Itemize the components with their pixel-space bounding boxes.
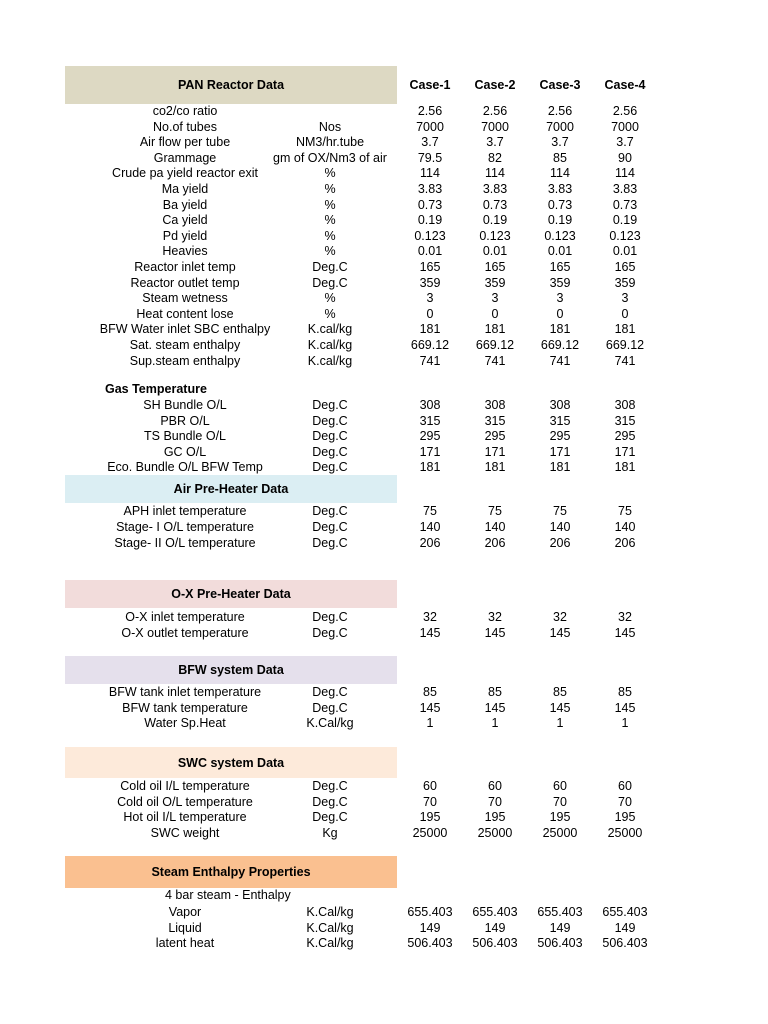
case-4-value: 60 [618, 779, 632, 793]
swc-system-header [65, 747, 397, 778]
case-3-value: 85 [553, 685, 567, 699]
case-1-value: 165 [419, 260, 441, 274]
row-label: PBR O/L [160, 413, 210, 428]
row-label: Heavies [162, 244, 208, 259]
row-label: Reactor outlet temp [130, 275, 240, 290]
case-4-value: 171 [614, 444, 636, 459]
row-unit: K.cal/kg [307, 353, 353, 368]
case-2-value: 171 [484, 444, 506, 459]
case-4-value: 359 [614, 275, 636, 290]
bfw-row [0, 700, 768, 716]
gas-row [0, 397, 768, 413]
case-4-value: 0 [621, 306, 629, 321]
case-3-value: 145 [549, 625, 571, 640]
row-label: Vapor [168, 905, 202, 919]
pan-row [0, 165, 768, 181]
case-3-value: 655.403 [537, 905, 583, 919]
pan-row [0, 259, 768, 275]
swc-row [0, 825, 768, 841]
case-1-value: 2.56 [417, 104, 443, 118]
case-2-value: 0.73 [482, 197, 508, 212]
case-4-value: 165 [614, 260, 636, 274]
case-1-value: 149 [419, 920, 441, 935]
row-unit: % [324, 213, 336, 228]
pan-row [0, 290, 768, 306]
case-3-value: 0.123 [544, 228, 576, 243]
case-1-value: 140 [419, 519, 441, 534]
pan-row [0, 321, 768, 337]
case-3-value: 7000 [546, 119, 574, 134]
row-label: Heat content lose [136, 306, 234, 321]
bfw-row [0, 715, 768, 731]
case-1-value: 0 [426, 306, 434, 321]
row-label: Air flow per tube [139, 135, 231, 150]
case-3-value: 60 [553, 779, 567, 793]
pan-row [0, 103, 768, 119]
case-3-value: 295 [549, 429, 571, 443]
case-1-value: 1 [426, 716, 434, 730]
air-preheater-header [65, 475, 397, 503]
case-4-value: 0.19 [612, 213, 638, 228]
row-unit: % [324, 228, 336, 243]
case-1-value: 25000 [412, 825, 448, 840]
air-row [0, 535, 768, 551]
case-3-value: 0.73 [547, 197, 573, 212]
row-label: Cold oil O/L temperature [117, 794, 253, 809]
row-unit: Deg.C [312, 700, 348, 715]
air-row [0, 503, 768, 519]
steam-enthalpy-title: Steam Enthalpy Properties [151, 865, 311, 879]
case-3-value: 70 [553, 794, 567, 809]
case-4-value: 90 [618, 150, 632, 165]
case-1-value: 181 [419, 460, 441, 474]
row-unit: K.cal/kg [307, 338, 353, 352]
pan-row [0, 150, 768, 166]
row-unit: Deg.C [312, 519, 348, 534]
row-label: O-X inlet temperature [125, 610, 245, 624]
case-4-value: 0.73 [612, 197, 638, 212]
row-label: Hot oil I/L temperature [123, 810, 247, 824]
case-1-value: 32 [423, 610, 437, 624]
case-1-value: 206 [419, 535, 441, 550]
row-unit: Deg.C [312, 535, 348, 550]
case-1-value: 3.7 [421, 135, 439, 150]
case-4-value: 669.12 [605, 338, 645, 352]
row-label: SWC weight [150, 825, 220, 840]
case-3-value: 315 [549, 413, 571, 428]
case-3-value: 145 [549, 700, 571, 715]
row-unit: Deg.C [312, 794, 348, 809]
case-1-value: 308 [419, 398, 441, 412]
case-1-value: 0.19 [417, 213, 443, 228]
row-label: Sup.steam enthalpy [129, 353, 241, 368]
pan-row [0, 134, 768, 150]
row-label: Eco. Bundle O/L BFW Temp [107, 460, 263, 474]
row-label: latent heat [155, 936, 215, 950]
row-unit: Deg.C [312, 504, 348, 518]
case-4-value: 181 [614, 322, 636, 337]
steam-note: 4 bar steam - Enthalpy [165, 888, 291, 902]
row-unit: K.Cal/kg [306, 920, 354, 935]
case-4-header: Case-4 [604, 78, 646, 92]
case-3-value: 1 [556, 716, 564, 730]
ox-preheater-header [65, 580, 397, 608]
case-3-value: 3.7 [551, 135, 569, 150]
case-1-value: 315 [419, 413, 441, 428]
case-3-value: 506.403 [537, 936, 583, 950]
case-4-value: 2.56 [612, 104, 638, 118]
case-1-value: 114 [420, 166, 440, 181]
case-2-value: 2.56 [482, 104, 508, 118]
case-4-value: 145 [614, 625, 636, 640]
row-unit: Deg.C [312, 779, 348, 793]
swc-row [0, 809, 768, 825]
case-4-value: 0.01 [612, 244, 638, 259]
case-1-value: 3 [426, 291, 434, 306]
case-2-value: 75 [488, 504, 502, 518]
row-label: Pd yield [162, 228, 208, 243]
pan-row [0, 119, 768, 135]
case-1-value: 75 [423, 504, 437, 518]
row-label: O-X outlet temperature [121, 625, 249, 640]
case-4-value: 3.7 [616, 135, 634, 150]
row-label: Cold oil I/L temperature [120, 779, 250, 793]
swc-row [0, 778, 768, 794]
case-2-value: 25000 [477, 825, 513, 840]
case-2-value: 506.403 [472, 936, 518, 950]
case-3-value: 195 [549, 810, 571, 824]
row-label: TS Bundle O/L [144, 429, 226, 443]
row-label: Steam wetness [142, 291, 228, 306]
case-1-value: 359 [419, 275, 441, 290]
case-1-value: 506.403 [407, 936, 453, 950]
bfw-row [0, 684, 768, 700]
case-3-header: Case-3 [539, 78, 581, 92]
swc-row [0, 794, 768, 810]
case-2-value: 149 [484, 920, 506, 935]
pan-row [0, 181, 768, 197]
case-2-value: 70 [488, 794, 502, 809]
case-4-value: 308 [614, 398, 636, 412]
air-preheater-title: Air Pre-Heater Data [173, 482, 289, 496]
pan-row [0, 353, 768, 369]
case-1-value: 741 [419, 353, 441, 368]
row-unit: NM3/hr.tube [295, 135, 365, 150]
gas-row [0, 444, 768, 460]
row-unit: Kg [322, 825, 338, 840]
case-2-value: 195 [484, 810, 506, 824]
case-2-value: 0.123 [479, 228, 511, 243]
bfw-system-title: BFW system Data [178, 663, 284, 677]
case-3-value: 3 [556, 291, 564, 306]
case-1-value: 181 [419, 322, 441, 337]
row-unit: Deg.C [312, 275, 348, 290]
row-unit: % [324, 182, 336, 196]
pan-row [0, 197, 768, 213]
case-2-value: 669.12 [475, 338, 515, 352]
case-2-value: 0 [491, 306, 499, 321]
row-unit: Deg.C [312, 429, 348, 443]
case-4-value: 75 [618, 504, 632, 518]
case-2-value: 60 [488, 779, 502, 793]
case-1-header: Case-1 [409, 78, 451, 92]
row-label: Water Sp.Heat [144, 716, 226, 730]
case-3-value: 140 [549, 519, 571, 534]
case-2-value: 32 [488, 610, 502, 624]
row-label: SH Bundle O/L [143, 398, 227, 412]
row-unit: Deg.C [312, 685, 348, 699]
case-4-value: 195 [614, 810, 636, 824]
gas-row [0, 428, 768, 444]
pan-reactor-header [65, 66, 397, 104]
row-unit: Deg.C [312, 810, 348, 824]
row-unit: Deg.C [312, 260, 348, 274]
row-label: Grammage [153, 150, 217, 165]
ox-preheater-title: O-X Pre-Heater Data [171, 587, 291, 601]
case-2-value: 741 [484, 353, 506, 368]
case-4-value: 140 [614, 519, 636, 534]
row-label: APH inlet temperature [123, 504, 247, 518]
row-unit: Deg.C [312, 625, 348, 640]
row-label: GC O/L [163, 444, 207, 459]
case-2-value: 181 [484, 322, 506, 337]
case-3-value: 359 [549, 275, 571, 290]
row-label: Stage- II O/L temperature [114, 535, 256, 550]
row-label: co2/co ratio [152, 104, 218, 118]
air-row [0, 519, 768, 535]
case-2-value: 0.01 [482, 244, 508, 259]
case-3-value: 308 [549, 398, 571, 412]
steam-enthalpy-header [65, 856, 397, 888]
case-1-value: 295 [419, 429, 441, 443]
case-2-value: 140 [484, 519, 506, 534]
pan-row [0, 337, 768, 353]
row-unit: K.Cal/kg [306, 936, 354, 950]
gas-temperature-title: Gas Temperature [105, 382, 207, 396]
case-4-value: 149 [614, 920, 636, 935]
row-unit: gm of OX/Nm3 of air [273, 150, 387, 165]
case-4-value: 3.83 [612, 182, 638, 196]
case-3-value: 0.01 [547, 244, 573, 259]
case-2-value: 145 [484, 700, 506, 715]
case-4-value: 7000 [611, 119, 639, 134]
case-4-value: 206 [614, 535, 636, 550]
row-label: Sat. steam enthalpy [129, 338, 241, 352]
case-2-value: 206 [484, 535, 506, 550]
ox-row [0, 625, 768, 641]
row-label: BFW tank temperature [122, 700, 248, 715]
case-4-value: 315 [614, 413, 636, 428]
row-label: BFW Water inlet SBC enthalpy [99, 322, 271, 337]
steam-row [0, 920, 768, 936]
pan-row [0, 243, 768, 259]
case-4-value: 70 [618, 794, 632, 809]
case-3-value: 2.56 [547, 104, 573, 118]
row-unit: Deg.C [312, 398, 348, 412]
case-3-value: 0.19 [547, 213, 573, 228]
case-2-value: 1 [491, 716, 499, 730]
case-2-header: Case-2 [474, 78, 516, 92]
pan-row [0, 275, 768, 291]
case-1-value: 171 [419, 444, 441, 459]
row-label: Stage- I O/L temperature [116, 519, 254, 534]
case-1-value: 0.123 [414, 228, 446, 243]
case-2-value: 181 [484, 460, 506, 474]
row-label: Ba yield [162, 197, 208, 212]
case-1-value: 145 [419, 625, 441, 640]
case-4-value: 741 [614, 353, 636, 368]
case-2-value: 165 [484, 260, 506, 274]
pan-row [0, 228, 768, 244]
row-unit: Deg.C [312, 413, 348, 428]
row-label: BFW tank inlet temperature [108, 685, 262, 699]
case-1-value: 655.403 [407, 905, 453, 919]
case-3-value: 149 [549, 920, 571, 935]
case-2-value: 359 [484, 275, 506, 290]
case-1-value: 60 [423, 779, 437, 793]
bfw-system-header [65, 656, 397, 684]
row-label: Crude pa yield reactor exit [112, 166, 258, 181]
row-unit: Deg.C [312, 444, 348, 459]
pan-row [0, 212, 768, 228]
case-1-value: 3.83 [417, 182, 443, 196]
case-4-value: 655.403 [602, 905, 648, 919]
row-unit: % [324, 306, 336, 321]
case-2-value: 295 [484, 429, 506, 443]
case-4-value: 3 [621, 291, 629, 306]
row-unit: Nos [318, 119, 342, 134]
pan-row [0, 306, 768, 322]
row-unit: % [324, 291, 336, 306]
case-2-value: 7000 [481, 119, 509, 134]
case-4-value: 145 [614, 700, 636, 715]
ox-row [0, 609, 768, 625]
row-unit: K.cal/kg [307, 322, 353, 337]
case-4-value: 114 [615, 166, 635, 181]
case-2-value: 3.83 [482, 182, 508, 196]
row-label: Ca yield [162, 213, 208, 228]
case-3-value: 181 [549, 322, 571, 337]
case-2-value: 145 [484, 625, 506, 640]
case-3-value: 181 [549, 460, 571, 474]
case-4-value: 85 [618, 685, 632, 699]
row-unit: Deg.C [312, 460, 348, 474]
gas-row [0, 459, 768, 475]
case-3-value: 75 [553, 504, 567, 518]
case-3-value: 165 [549, 260, 571, 274]
steam-row [0, 904, 768, 920]
case-2-value: 655.403 [472, 905, 518, 919]
case-2-value: 3 [491, 291, 499, 306]
pan-reactor-title: PAN Reactor Data [177, 78, 285, 92]
steam-row [0, 935, 768, 951]
row-unit: % [324, 197, 336, 212]
case-2-value: 85 [488, 685, 502, 699]
case-3-value: 741 [549, 353, 571, 368]
case-1-value: 85 [423, 685, 437, 699]
case-3-value: 0 [556, 306, 564, 321]
row-unit: Deg.C [312, 610, 348, 624]
case-4-value: 181 [614, 460, 636, 474]
case-1-value: 7000 [416, 119, 444, 134]
row-label: Reactor inlet temp [134, 260, 236, 274]
row-label: Liquid [168, 920, 202, 935]
case-4-value: 1 [621, 716, 629, 730]
case-1-value: 669.12 [410, 338, 450, 352]
case-1-value: 70 [423, 794, 437, 809]
case-4-value: 506.403 [602, 936, 648, 950]
case-3-value: 85 [553, 150, 567, 165]
case-3-value: 206 [549, 535, 571, 550]
case-4-value: 32 [618, 610, 632, 624]
row-label: Ma yield [161, 182, 209, 196]
case-3-value: 25000 [542, 825, 578, 840]
case-3-value: 32 [553, 610, 567, 624]
row-unit: K.Cal/kg [306, 716, 354, 730]
case-2-value: 308 [484, 398, 506, 412]
row-unit: % [324, 244, 336, 259]
case-3-value: 669.12 [540, 338, 580, 352]
case-2-value: 82 [488, 150, 502, 165]
case-4-value: 25000 [607, 825, 643, 840]
case-2-value: 0.19 [482, 213, 508, 228]
case-2-value: 3.7 [486, 135, 504, 150]
gas-row [0, 413, 768, 429]
case-1-value: 195 [419, 810, 441, 824]
case-1-value: 0.73 [417, 197, 443, 212]
row-label: No.of tubes [153, 119, 217, 134]
case-1-value: 145 [419, 700, 441, 715]
case-2-value: 114 [485, 166, 505, 181]
case-3-value: 3.83 [547, 182, 573, 196]
case-4-value: 0.123 [609, 228, 641, 243]
case-4-value: 295 [614, 429, 636, 443]
case-2-value: 315 [484, 413, 506, 428]
row-unit: % [324, 166, 336, 181]
case-1-value: 0.01 [417, 244, 443, 259]
case-3-value: 114 [550, 166, 570, 181]
swc-system-title: SWC system Data [177, 755, 285, 770]
case-1-value: 79.5 [417, 150, 443, 165]
case-3-value: 171 [549, 444, 571, 459]
row-unit: K.Cal/kg [306, 905, 354, 919]
